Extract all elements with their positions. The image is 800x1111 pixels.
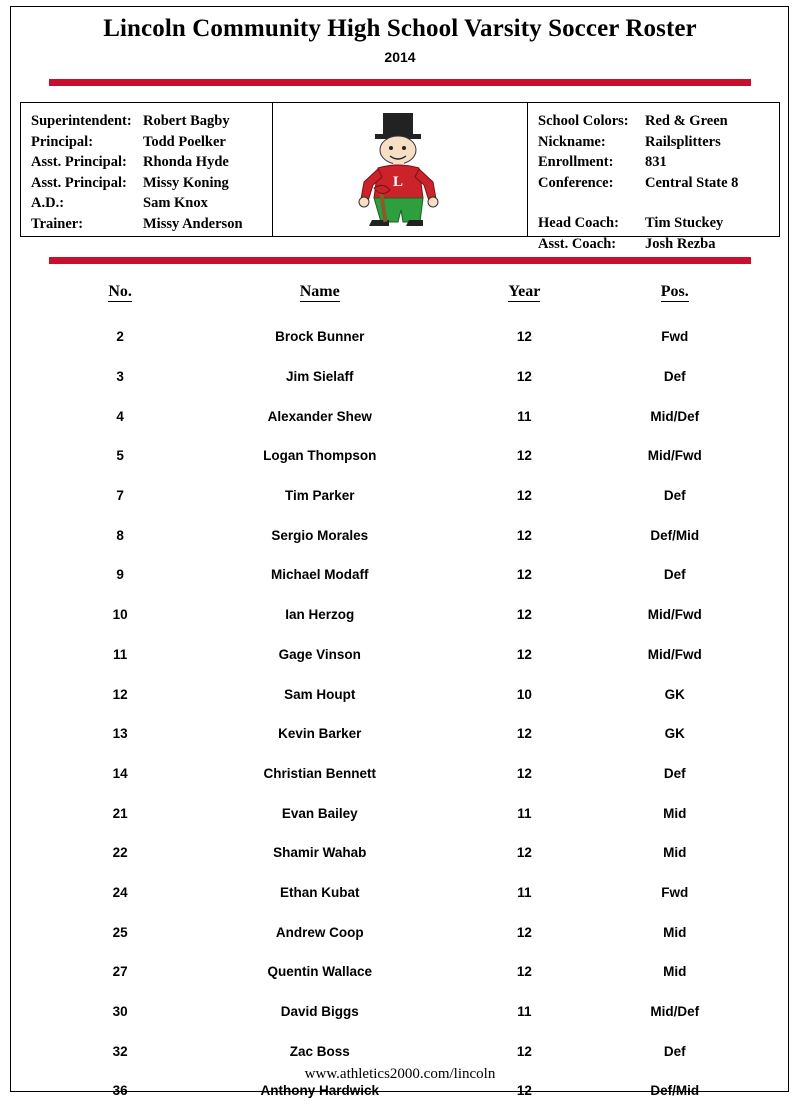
table-row <box>50 476 750 516</box>
player-year: 12 <box>516 924 532 940</box>
player-pos: Mid/Def <box>650 1004 700 1020</box>
player-no: 24 <box>112 884 128 900</box>
player-year: 12 <box>516 567 532 583</box>
player-year: 12 <box>516 1083 532 1099</box>
player-name: Shamir Wahab <box>273 845 367 861</box>
table-row <box>50 992 750 1032</box>
player-no: 12 <box>112 686 128 702</box>
staff-label: Asst. Principal: <box>31 174 127 191</box>
player-year: 11 <box>517 408 532 424</box>
player-name: Sergio Morales <box>271 527 369 543</box>
column-header-no: No. <box>108 283 132 300</box>
table-header-row <box>50 282 750 317</box>
player-no: 2 <box>116 329 124 345</box>
player-pos: Def <box>663 567 686 583</box>
staff-label: Superintendent: <box>31 113 132 129</box>
player-year: 11 <box>517 805 532 821</box>
player-no: 25 <box>112 924 128 940</box>
table-row <box>50 317 750 357</box>
player-pos: Def/Mid <box>650 527 700 543</box>
staff-info-panel <box>21 103 273 236</box>
staff-value: Rhonda Hyde <box>143 154 229 170</box>
player-year: 12 <box>516 964 532 980</box>
team-label: Conference: <box>538 174 614 191</box>
team-label: Enrollment: <box>538 154 614 170</box>
player-name: Christian Bennett <box>263 765 376 781</box>
staff-row <box>31 214 272 235</box>
team-row <box>538 132 779 153</box>
team-value: Tim Stuckey <box>645 215 724 231</box>
player-name: Ian Herzog <box>285 607 355 623</box>
team-row <box>538 213 779 234</box>
player-pos: Def <box>663 369 686 385</box>
page-year: 2014 <box>384 49 416 65</box>
column-header-pos: Pos. <box>660 283 689 300</box>
player-no: 10 <box>112 607 128 623</box>
table-row <box>50 833 750 873</box>
player-pos: Mid <box>663 964 687 980</box>
staff-row <box>31 111 272 132</box>
player-pos: Mid <box>663 924 687 940</box>
info-spacer <box>538 193 779 213</box>
player-pos: Mid <box>663 805 687 821</box>
team-row <box>538 111 779 132</box>
table-row <box>50 912 750 952</box>
player-no: 4 <box>116 408 124 424</box>
player-name: Gage Vinson <box>278 646 361 662</box>
player-name: Kevin Barker <box>278 726 362 742</box>
player-year: 12 <box>516 845 532 861</box>
staff-value: Robert Bagby <box>143 113 230 129</box>
table-row <box>50 873 750 913</box>
player-no: 14 <box>112 765 128 781</box>
team-label: Head Coach: <box>538 215 619 231</box>
player-no: 13 <box>112 726 128 742</box>
staff-value: Sam Knox <box>143 195 208 211</box>
page-title: Lincoln Community High School Varsity Soccer Roster <box>103 15 697 42</box>
divider-red-middle <box>49 257 751 264</box>
player-name: Brock Bunner <box>275 329 365 345</box>
player-no: 9 <box>116 567 124 583</box>
player-pos: Fwd <box>661 884 689 900</box>
player-no: 27 <box>112 964 128 980</box>
jersey-letter: L <box>392 173 404 190</box>
player-no: 5 <box>116 448 124 464</box>
player-pos: Def <box>663 1043 686 1059</box>
team-info-panel <box>528 103 779 252</box>
player-year: 12 <box>516 765 532 781</box>
player-no: 11 <box>112 646 128 662</box>
player-year: 12 <box>516 726 532 742</box>
staff-row <box>31 132 272 153</box>
player-pos: Fwd <box>661 329 689 345</box>
team-value: Red & Green <box>645 113 728 129</box>
column-header-year: Year <box>508 283 541 300</box>
team-value: Central State 8 <box>645 174 739 191</box>
player-name: David Biggs <box>280 1004 359 1020</box>
staff-label: Asst. Principal: <box>31 154 127 170</box>
table-row <box>50 595 750 635</box>
player-year: 11 <box>517 884 532 900</box>
player-name: Ethan Kubat <box>279 884 360 900</box>
table-row <box>50 754 750 794</box>
staff-value: Missy Koning <box>143 174 229 191</box>
player-pos: Def <box>663 765 686 781</box>
player-no: 7 <box>116 488 124 504</box>
team-row <box>538 234 779 255</box>
player-year: 12 <box>516 448 532 464</box>
player-name: Sam Houpt <box>284 686 356 702</box>
table-row <box>50 674 750 714</box>
table-row <box>50 515 750 555</box>
player-no: 32 <box>112 1043 128 1059</box>
player-name: Evan Bailey <box>281 805 358 821</box>
player-no: 22 <box>112 845 128 861</box>
team-value: Railsplitters <box>645 133 721 150</box>
player-name: Zac Boss <box>289 1043 350 1059</box>
mascot-panel <box>273 103 528 236</box>
team-label: School Colors: <box>538 113 629 129</box>
team-value: Josh Rezba <box>645 235 716 252</box>
player-name: Alexander Shew <box>267 408 372 424</box>
staff-label: A.D.: <box>31 195 65 211</box>
player-name: Michael Modaff <box>270 567 369 583</box>
team-row <box>538 173 779 194</box>
player-pos: Mid/Fwd <box>647 448 702 464</box>
player-year: 12 <box>516 607 532 623</box>
staff-row <box>31 152 272 173</box>
table-row <box>50 635 750 675</box>
player-name: Anthony Hardwick <box>260 1083 379 1099</box>
player-year: 12 <box>516 488 532 504</box>
team-row <box>538 152 779 173</box>
player-pos: Def/Mid <box>650 1083 700 1099</box>
staff-row <box>31 193 272 214</box>
player-no: 21 <box>112 805 128 821</box>
player-year: 11 <box>517 1004 532 1020</box>
player-pos: Mid <box>663 845 687 861</box>
team-label: Asst. Coach: <box>538 235 617 252</box>
player-pos: Mid/Def <box>650 408 700 424</box>
player-year: 12 <box>516 329 532 345</box>
team-label: Nickname: <box>538 133 606 150</box>
player-name: Jim Sielaff <box>285 369 354 385</box>
player-no: 36 <box>112 1083 128 1099</box>
player-pos: Mid/Fwd <box>647 607 702 623</box>
table-row <box>50 952 750 992</box>
roster-table <box>50 282 750 1111</box>
player-no: 8 <box>116 527 124 543</box>
table-row <box>50 555 750 595</box>
staff-label: Principal: <box>31 133 94 150</box>
player-year: 12 <box>516 1043 532 1059</box>
table-row <box>50 793 750 833</box>
table-row <box>50 396 750 436</box>
railsplitter-mascot-icon <box>345 110 455 230</box>
table-row <box>50 436 750 476</box>
table-row <box>50 714 750 754</box>
team-value: 831 <box>645 154 667 170</box>
player-no: 3 <box>116 369 124 385</box>
divider-red-top <box>49 79 751 86</box>
table-row <box>50 357 750 397</box>
player-pos: GK <box>664 686 685 702</box>
player-name: Quentin Wallace <box>267 964 372 980</box>
player-year: 12 <box>516 646 532 662</box>
staff-row <box>31 173 272 194</box>
player-name: Andrew Coop <box>275 924 364 940</box>
staff-value: Missy Anderson <box>143 215 243 232</box>
player-pos: Def <box>663 488 686 504</box>
player-pos: GK <box>664 726 685 742</box>
player-name: Logan Thompson <box>263 448 377 464</box>
info-panels <box>20 102 780 252</box>
player-name: Tim Parker <box>284 488 355 504</box>
player-no: 30 <box>112 1004 128 1020</box>
staff-value: Todd Poelker <box>143 133 226 150</box>
column-header-name: Name <box>299 283 340 300</box>
player-year: 10 <box>516 686 532 702</box>
player-pos: Mid/Fwd <box>647 646 702 662</box>
staff-label: Trainer: <box>31 215 84 232</box>
player-year: 12 <box>516 369 532 385</box>
footer-url: www.athletics2000.com/lincoln <box>304 1066 496 1082</box>
player-year: 12 <box>516 527 532 543</box>
